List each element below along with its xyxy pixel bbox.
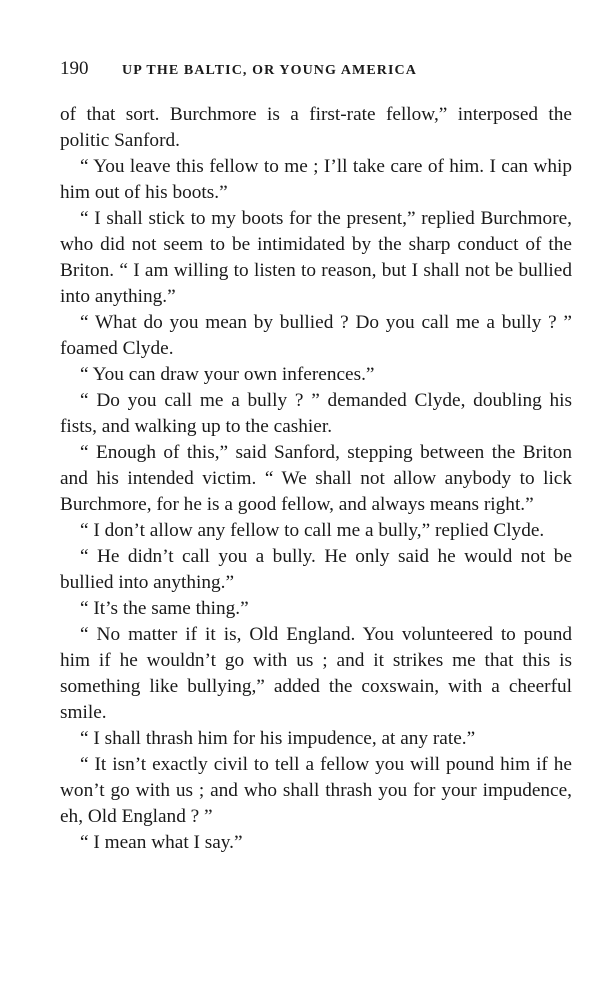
paragraph: “ No matter if it is, Old England. You volunteered to pound him if he wouldn’t go with us ; and it strikes me that this is something like bullying,” added the coxswain, with a cheerful smile. [60, 624, 572, 723]
paragraph: “ I mean what I say.” [80, 832, 243, 853]
paragraph: “ Enough of this,” said Sanford, stepping between the Briton and his intended victim. “ We shall not allow anybody to lick Burchmore, for he is a good fellow, and always means right.” [60, 442, 572, 515]
paragraph: “ I shall stick to my boots for the present,” replied Burchmore, who did not seem to be intimidated by the sharp conduct of the Briton. “ I am willing to listen to reason, but I shall not be bullied into anything.” [60, 208, 572, 307]
paragraph: “ It isn’t exactly civil to tell a fellow you will pound him if he won’t go with us ; and who shall thrash you for your impudence, eh, Old England ? ” [60, 754, 572, 827]
running-head [60, 58, 572, 88]
paragraph: “ I don’t allow any fellow to call me a bully,” replied Clyde. [80, 520, 545, 541]
paragraph: “ You leave this fellow to me ; I’ll take care of him. I can whip him out of his boots.” [60, 156, 572, 203]
paragraph: “ You can draw your own inferences.” [80, 364, 375, 385]
page-number: 190 [60, 58, 89, 79]
paragraph: “ He didn’t call you a bully. He only said he would not be bullied into anything.” [60, 546, 572, 593]
paragraph: “ It’s the same thing.” [80, 598, 249, 619]
book-page [60, 58, 572, 856]
paragraph: “ What do you mean by bullied ? Do you call me a bully ? ” foamed Clyde. [60, 312, 572, 359]
paragraph: of that sort. Burchmore is a first-rate fellow,” interposed the politic Sanford. [60, 104, 572, 151]
body-text [60, 102, 572, 856]
running-head-title: UP THE BALTIC, OR YOUNG AMERICA [122, 63, 417, 78]
paragraph: “ Do you call me a bully ? ” demanded Clyde, doubling his fists, and walking up to the cashier. [60, 390, 572, 437]
paragraph: “ I shall thrash him for his impudence, at any rate.” [80, 728, 476, 749]
